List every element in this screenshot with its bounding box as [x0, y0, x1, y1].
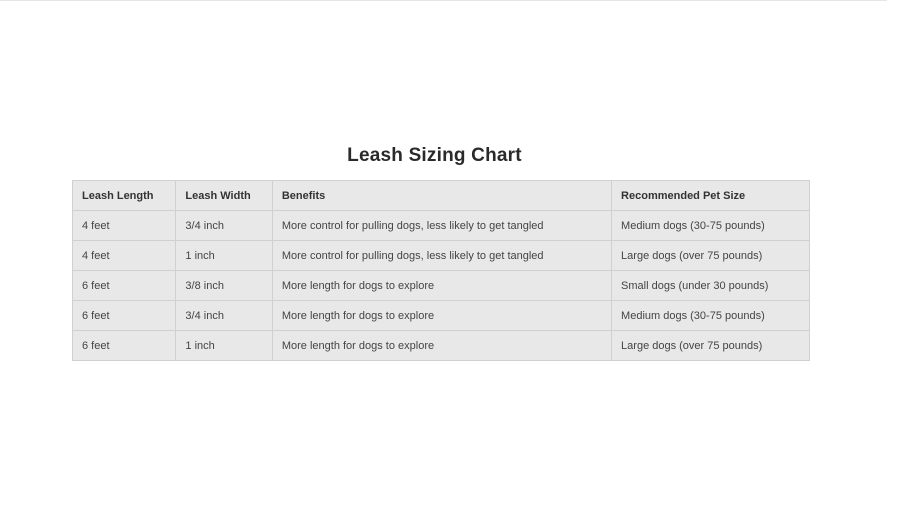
cell-leash-length: 4 feet	[73, 241, 176, 271]
table-row	[73, 211, 810, 241]
cell-leash-length: 6 feet	[73, 271, 176, 301]
cell-leash-width: 3/4 inch	[176, 211, 272, 241]
cell-benefits: More length for dogs to explore	[272, 271, 611, 301]
table-row	[73, 241, 810, 271]
cell-leash-width: 1 inch	[176, 241, 272, 271]
cell-benefits: More control for pulling dogs, less likely to get tangled	[272, 211, 611, 241]
cell-recommended-pet-size: Medium dogs (30-75 pounds)	[612, 301, 810, 331]
table-row	[73, 331, 810, 361]
column-header-leash-length: Leash Length	[73, 181, 176, 211]
cell-leash-width: 1 inch	[176, 331, 272, 361]
cell-benefits: More control for pulling dogs, less likely to get tangled	[272, 241, 611, 271]
cell-recommended-pet-size: Large dogs (over 75 pounds)	[612, 241, 810, 271]
cell-leash-length: 4 feet	[73, 211, 176, 241]
column-header-leash-width: Leash Width	[176, 181, 272, 211]
column-header-benefits: Benefits	[272, 181, 611, 211]
cell-leash-width: 3/8 inch	[176, 271, 272, 301]
cell-benefits: More length for dogs to explore	[272, 331, 611, 361]
leash-sizing-table	[72, 180, 810, 361]
table-row	[73, 301, 810, 331]
cell-recommended-pet-size: Small dogs (under 30 pounds)	[612, 271, 810, 301]
top-divider	[0, 0, 887, 1]
cell-leash-length: 6 feet	[73, 331, 176, 361]
cell-recommended-pet-size: Medium dogs (30-75 pounds)	[612, 211, 810, 241]
cell-recommended-pet-size: Large dogs (over 75 pounds)	[612, 331, 810, 361]
cell-leash-width: 3/4 inch	[176, 301, 272, 331]
cell-leash-length: 6 feet	[73, 301, 176, 331]
column-header-recommended-pet-size: Recommended Pet Size	[612, 181, 810, 211]
table-row	[73, 271, 810, 301]
page-title: Leash Sizing Chart	[347, 144, 522, 166]
table-header-row	[73, 181, 810, 211]
cell-benefits: More length for dogs to explore	[272, 301, 611, 331]
